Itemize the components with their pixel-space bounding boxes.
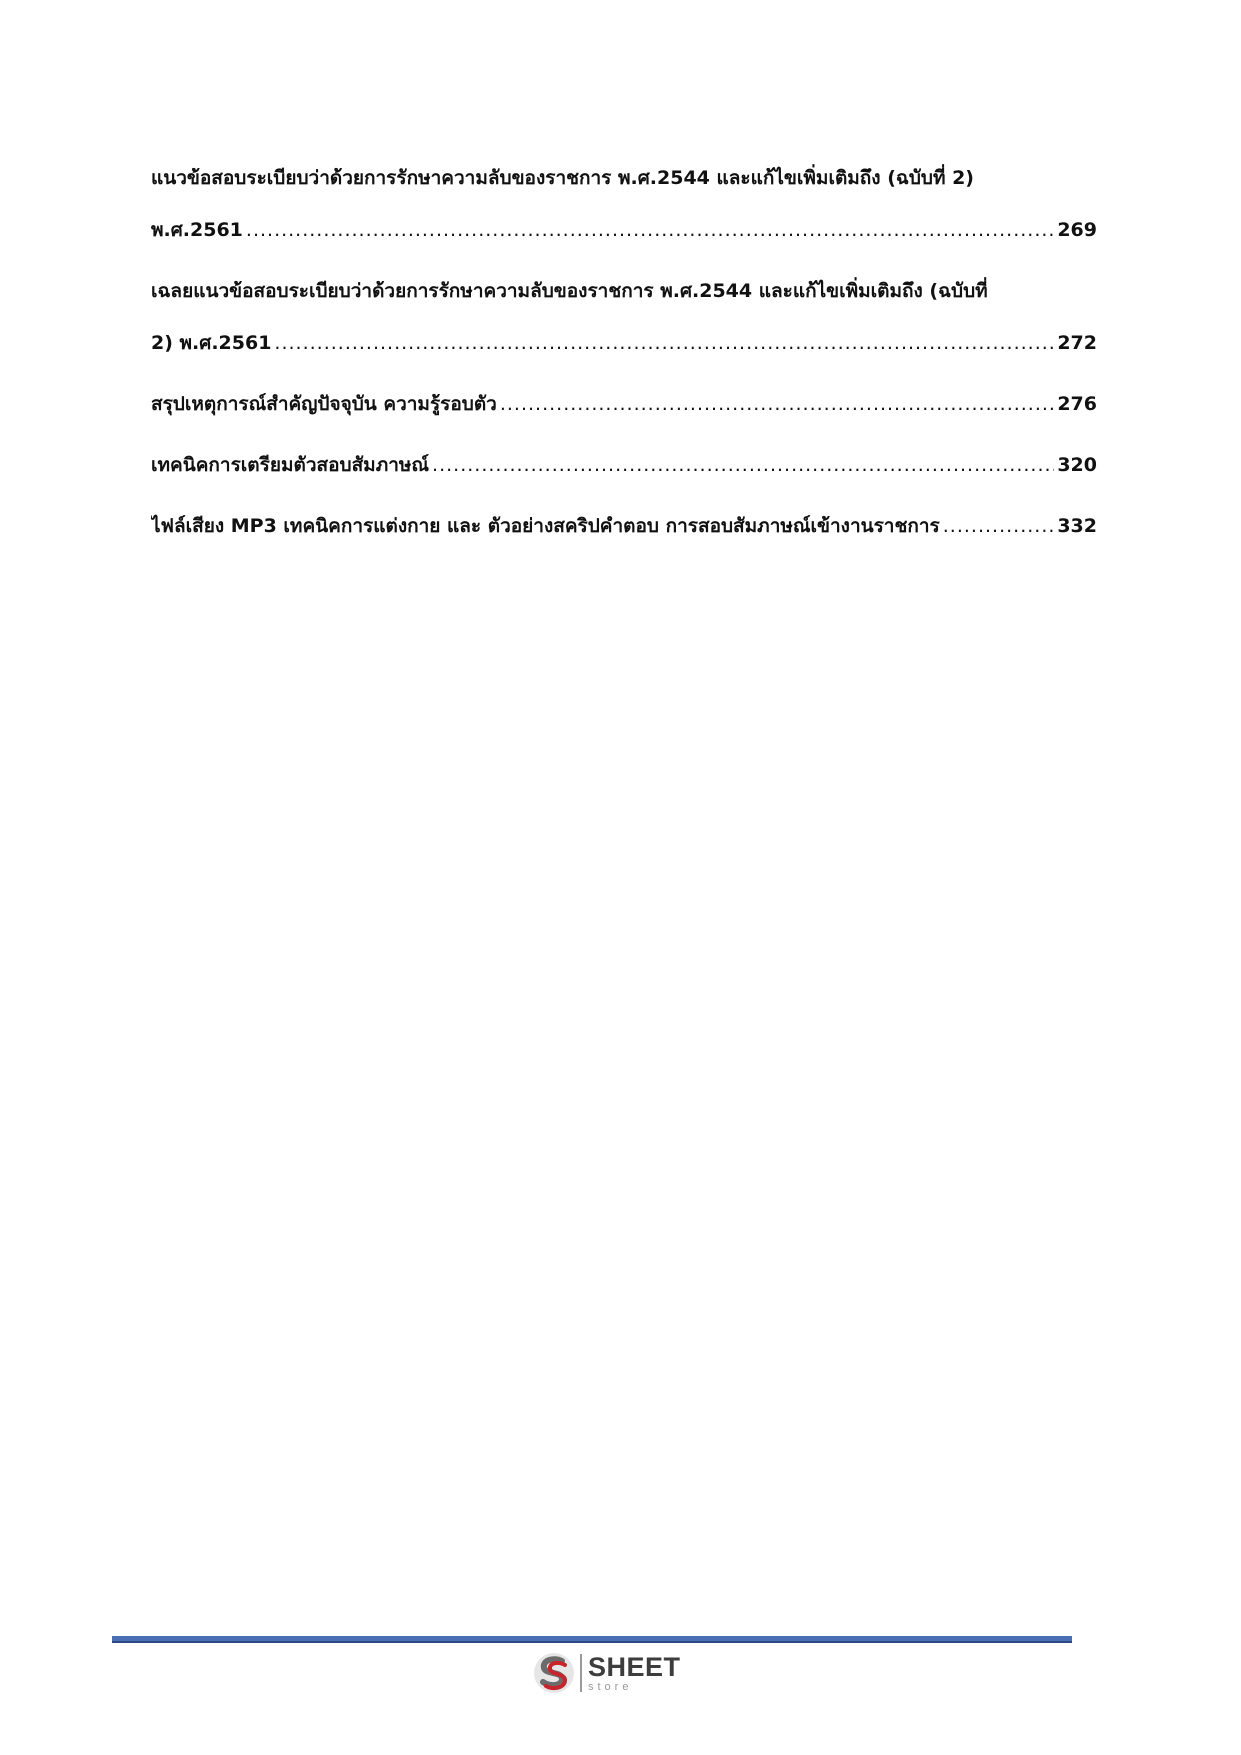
toc-entry-last-line: [151, 378, 1097, 430]
toc-entry-title-line: พ.ศ.2561: [151, 219, 243, 241]
dot-leader: [246, 204, 1054, 256]
toc-page-number: 320: [1057, 454, 1097, 476]
sheet-store-s-logo-icon: [532, 1651, 576, 1695]
toc-entry[interactable]: [151, 152, 1097, 256]
sheet-store-logo: [532, 1650, 681, 1696]
toc-entry-last-line: [151, 439, 1097, 491]
toc-entry[interactable]: [151, 500, 1097, 552]
toc-entry[interactable]: [151, 265, 1097, 369]
toc-entry-last-line: [151, 500, 1097, 552]
toc-page-number: 276: [1057, 393, 1097, 415]
logo-subtitle: store: [588, 1680, 633, 1693]
toc-page-number: 332: [1057, 515, 1097, 537]
toc-entry[interactable]: [151, 378, 1097, 430]
toc-entry-last-line: [151, 317, 1097, 369]
dot-leader: [274, 317, 1054, 369]
dot-leader: [432, 439, 1054, 491]
toc-page-number: 272: [1057, 332, 1097, 354]
toc-entry-title-line: 2) พ.ศ.2561: [151, 332, 272, 354]
logo-text: [588, 1651, 681, 1693]
logo-divider: [580, 1654, 582, 1692]
toc-entry-title-line: เทคนิคการเตรียมตัวสอบสัมภาษณ์: [151, 454, 430, 476]
logo-wordmark: SHEET: [588, 1651, 681, 1682]
toc-entry-title-line: ไฟล์เสียง MP3 เทคนิคการแต่งกาย และ ตัวอย่างสคริปคำตอบ การสอบสัมภาษณ์เข้างานราชการ: [151, 515, 940, 537]
toc-entry-title-line: แนวข้อสอบระเบียบว่าด้วยการรักษาความลับของราชการ พ.ศ.2544 และแก้ไขเพิ่มเติมถึง (ฉบับที่ 2): [151, 167, 974, 189]
toc-entry-title-line: สรุปเหตุการณ์สำคัญปัจจุบัน ความรู้รอบตัว: [151, 393, 497, 415]
dot-leader: [500, 378, 1054, 430]
toc-entry[interactable]: [151, 439, 1097, 491]
table-of-contents: [151, 152, 1097, 561]
toc-page-number: 269: [1057, 219, 1097, 241]
toc-entry-title-line: เฉลยแนวข้อสอบระเบียบว่าด้วยการรักษาความลับของราชการ พ.ศ.2544 และแก้ไขเพิ่มเติมถึง (ฉบับที่: [151, 280, 988, 302]
footer-divider: [112, 1636, 1072, 1643]
toc-entry-last-line: [151, 204, 1097, 256]
dot-leader: [943, 500, 1055, 552]
